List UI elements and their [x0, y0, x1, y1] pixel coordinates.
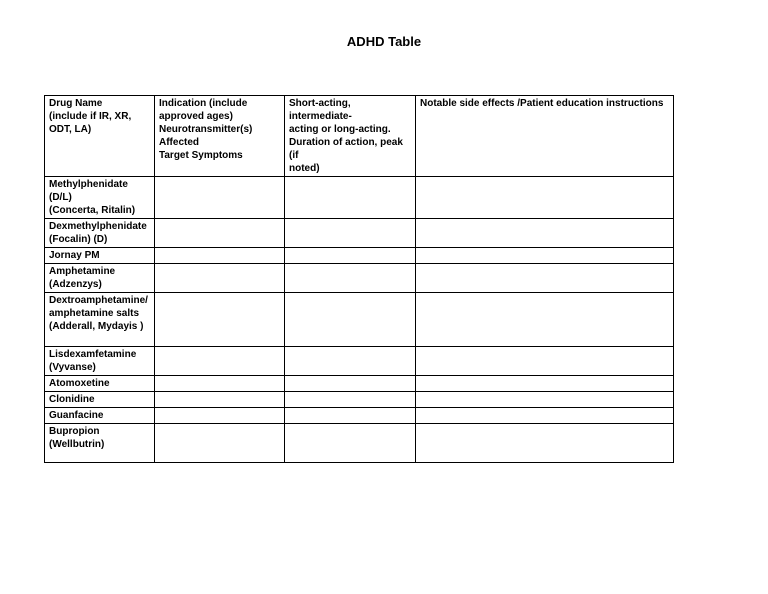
page-title: ADHD Table: [346, 34, 422, 49]
indication-cell[interactable]: [155, 376, 285, 392]
table-row: [45, 248, 674, 264]
drug-name-cell: Lisdexamfetamine (Vyvanse): [45, 347, 155, 376]
indication-cell[interactable]: [155, 293, 285, 347]
table-row: [45, 424, 674, 463]
side-effects-cell[interactable]: [416, 293, 674, 347]
table-row: [45, 347, 674, 376]
duration-cell[interactable]: [285, 264, 416, 293]
side-effects-cell[interactable]: [416, 424, 674, 463]
indication-cell[interactable]: [155, 177, 285, 219]
side-effects-cell[interactable]: [416, 347, 674, 376]
header-row: [45, 96, 674, 177]
drug-name-cell: Guanfacine: [45, 408, 155, 424]
drug-name-cell: Bupropion (Wellbutrin): [45, 424, 155, 463]
indication-cell[interactable]: [155, 347, 285, 376]
indication-cell[interactable]: [155, 408, 285, 424]
table-row: [45, 293, 674, 347]
duration-cell[interactable]: [285, 177, 416, 219]
side-effects-cell[interactable]: [416, 392, 674, 408]
duration-cell[interactable]: [285, 392, 416, 408]
duration-cell[interactable]: [285, 408, 416, 424]
side-effects-cell[interactable]: [416, 177, 674, 219]
adhd-table: [44, 95, 674, 463]
duration-cell[interactable]: [285, 248, 416, 264]
side-effects-cell[interactable]: [416, 219, 674, 248]
header-duration: Short-acting, intermediate- acting or long-acting. Duration of action, peak (if noted): [285, 96, 416, 177]
drug-name-cell: Dexmethylphenidate (Focalin) (D): [45, 219, 155, 248]
duration-cell[interactable]: [285, 293, 416, 347]
drug-name-cell: Dextroamphetamine/ amphetamine salts (Adderall, Mydayis ): [45, 293, 155, 347]
header-indication: Indication (include approved ages) Neurotransmitter(s) Affected Target Symptoms: [155, 96, 285, 177]
indication-cell[interactable]: [155, 424, 285, 463]
duration-cell[interactable]: [285, 219, 416, 248]
table-row: [45, 392, 674, 408]
drug-name-cell: Amphetamine (Adzenzys): [45, 264, 155, 293]
indication-cell[interactable]: [155, 264, 285, 293]
duration-cell[interactable]: [285, 347, 416, 376]
duration-cell[interactable]: [285, 424, 416, 463]
side-effects-cell[interactable]: [416, 248, 674, 264]
duration-cell[interactable]: [285, 376, 416, 392]
drug-name-cell: Clonidine: [45, 392, 155, 408]
table-row: [45, 219, 674, 248]
indication-cell[interactable]: [155, 219, 285, 248]
indication-cell[interactable]: [155, 392, 285, 408]
header-drug-name: Drug Name (include if IR, XR, ODT, LA): [45, 96, 155, 177]
table-row: [45, 177, 674, 219]
drug-name-cell: Jornay PM: [45, 248, 155, 264]
table-row: [45, 376, 674, 392]
side-effects-cell[interactable]: [416, 264, 674, 293]
table-row: [45, 264, 674, 293]
drug-name-cell: Atomoxetine: [45, 376, 155, 392]
side-effects-cell[interactable]: [416, 408, 674, 424]
drug-name-cell: Methylphenidate (D/L) (Concerta, Ritalin): [45, 177, 155, 219]
header-side-effects: Notable side effects /Patient education instructions: [416, 96, 674, 177]
table-row: [45, 408, 674, 424]
indication-cell[interactable]: [155, 248, 285, 264]
side-effects-cell[interactable]: [416, 376, 674, 392]
